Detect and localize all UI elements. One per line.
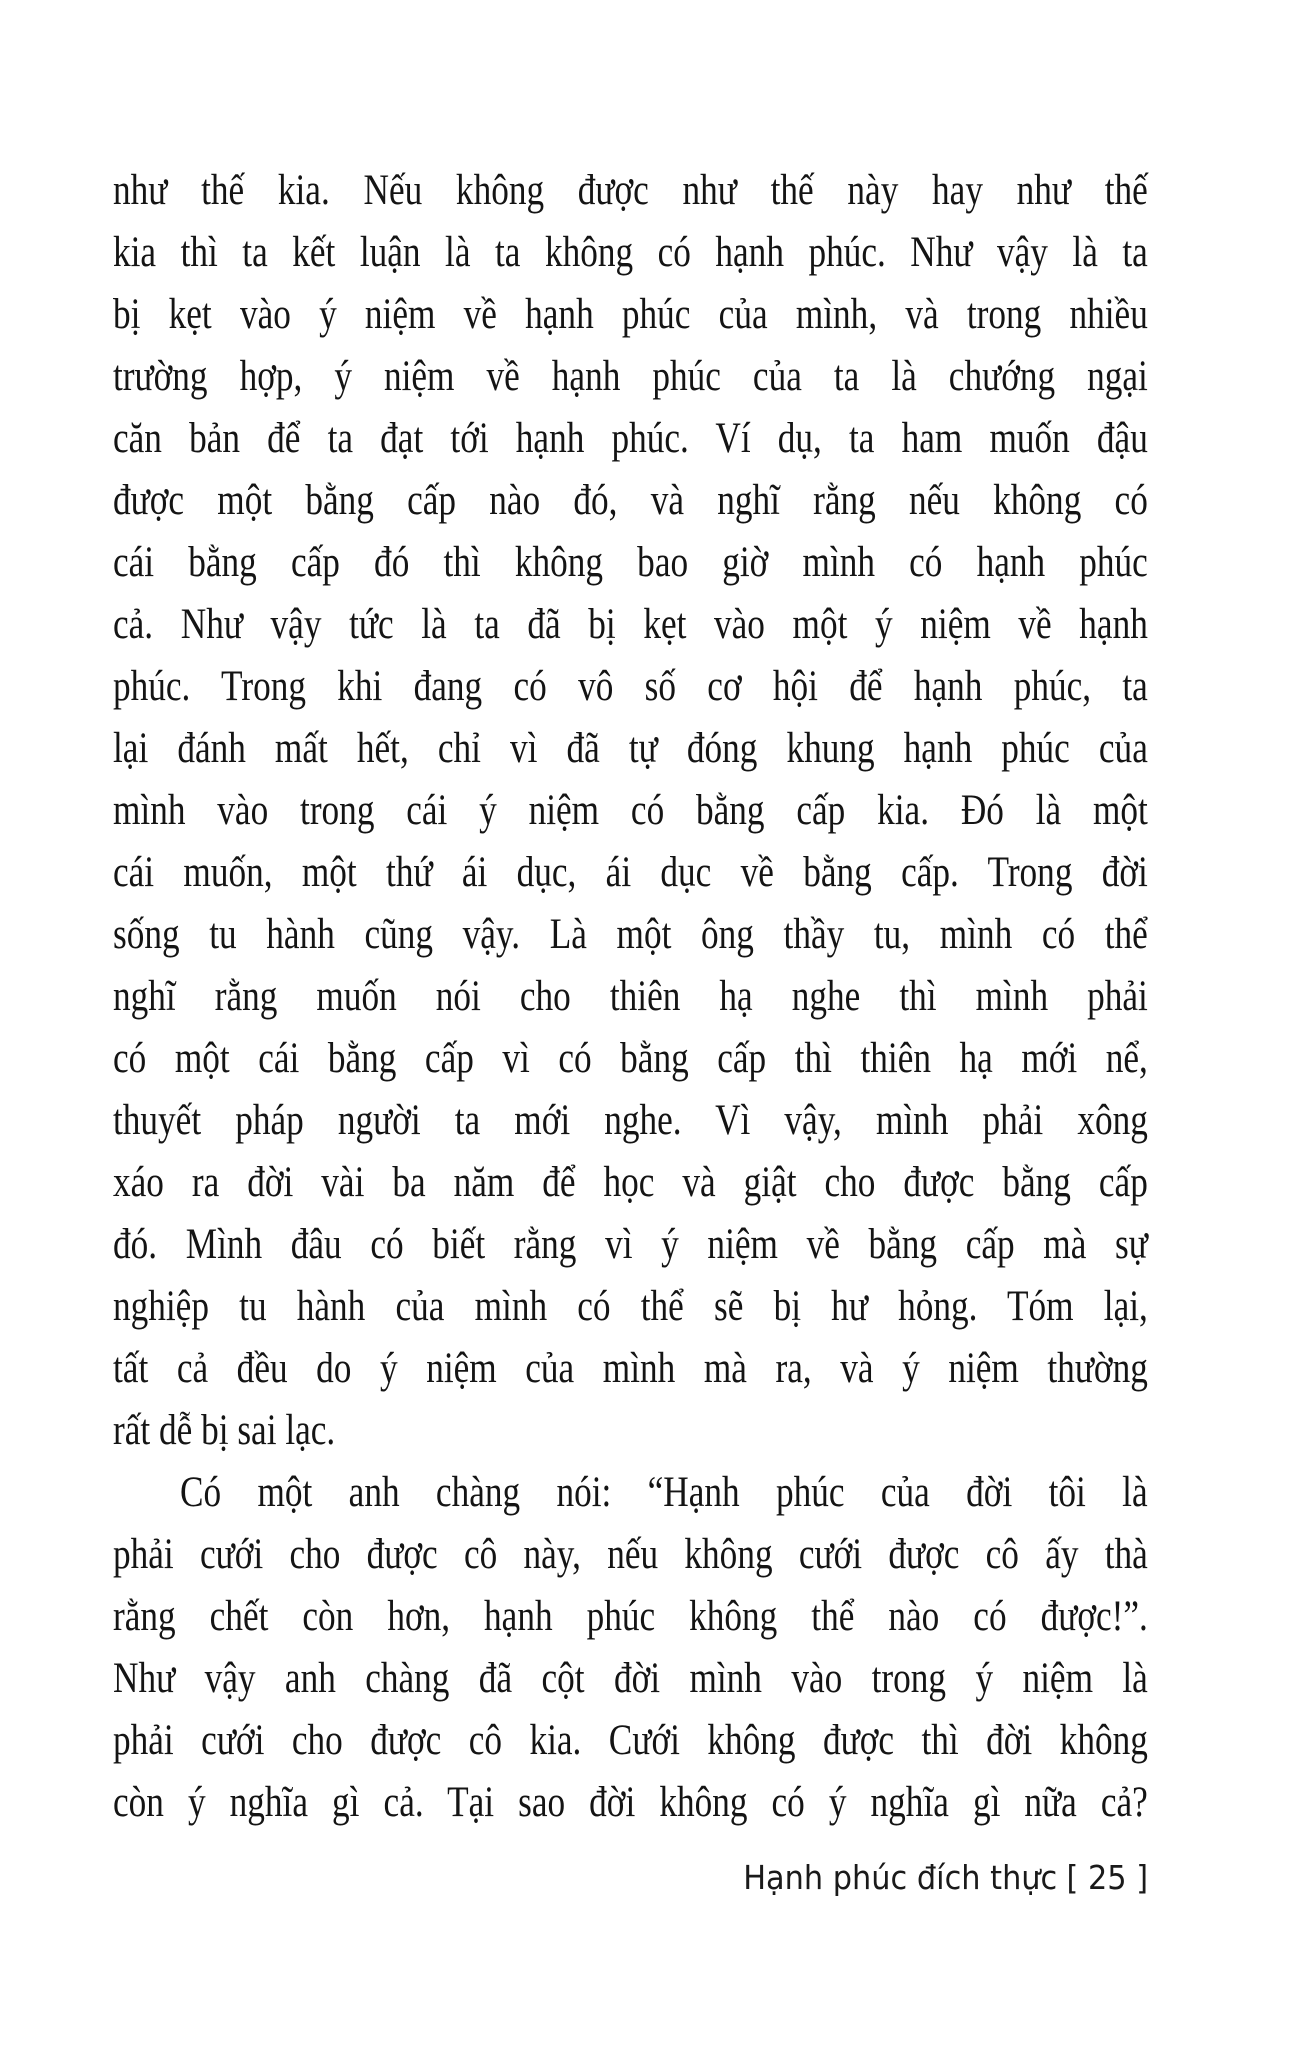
text-line: Như vậy anh chàng đã cột đời mình vào trong ý niệm là	[113, 1655, 1148, 1702]
text-line: căn bản để ta đạt tới hạnh phúc. Ví dụ, ta ham muốn đậu	[113, 415, 1148, 462]
text-line: xáo ra đời vài ba năm để học và giật cho được bằng cấp	[113, 1159, 1148, 1206]
text-line: sống tu hành cũng vậy. Là một ông thầy tu, mình có thể	[113, 911, 1148, 958]
text-line: trường hợp, ý niệm về hạnh phúc của ta là chướng ngại	[113, 353, 1148, 400]
text-line: phải cưới cho được cô này, nếu không cưới được cô ấy thà	[113, 1531, 1148, 1578]
text-line: như thế kia. Nếu không được như thế này hay như thế	[113, 167, 1148, 214]
text-line: đó. Mình đâu có biết rằng vì ý niệm về bằng cấp mà sự	[113, 1221, 1148, 1268]
text-line: có một cái bằng cấp vì có bằng cấp thì thiên hạ mới nể,	[113, 1035, 1148, 1082]
text-line: còn ý nghĩa gì cả. Tại sao đời không có ý nghĩa gì nữa cả?	[113, 1779, 1148, 1826]
text-line: nghĩ rằng muốn nói cho thiên hạ nghe thì mình phải	[113, 973, 1148, 1020]
text-line: tất cả đều do ý niệm của mình mà ra, và ý niệm thường	[113, 1345, 1148, 1392]
text-line: được một bằng cấp nào đó, và nghĩ rằng nếu không có	[113, 477, 1148, 524]
text-line: lại đánh mất hết, chỉ vì đã tự đóng khung hạnh phúc của	[113, 725, 1148, 772]
text-line: bị kẹt vào ý niệm về hạnh phúc của mình, và trong nhiều	[113, 291, 1148, 338]
page-footer	[743, 1856, 1148, 1900]
text-line: kia thì ta kết luận là ta không có hạnh phúc. Như vậy là ta	[113, 229, 1148, 276]
text-line: phải cưới cho được cô kia. Cưới không được thì đời không	[113, 1717, 1148, 1764]
text-line: Có một anh chàng nói: “Hạnh phúc của đời tôi là	[180, 1469, 1148, 1516]
text-line: phúc. Trong khi đang có vô số cơ hội để hạnh phúc, ta	[113, 663, 1148, 710]
text-line: nghiệp tu hành của mình có thể sẽ bị hư hỏng. Tóm lại,	[113, 1283, 1148, 1330]
text-line: cái bằng cấp đó thì không bao giờ mình có hạnh phúc	[113, 539, 1148, 586]
page-number: [ 25 ]	[1066, 1858, 1148, 1897]
text-line: mình vào trong cái ý niệm có bằng cấp kia. Đó là một	[113, 787, 1148, 834]
text-line: cả. Như vậy tức là ta đã bị kẹt vào một ý niệm về hạnh	[113, 601, 1148, 648]
running-title: Hạnh phúc đích thực	[743, 1858, 1058, 1897]
text-line: rất dễ bị sai lạc.	[113, 1407, 336, 1454]
text-line: cái muốn, một thứ ái dục, ái dục về bằng cấp. Trong đời	[113, 849, 1148, 896]
text-line: rằng chết còn hơn, hạnh phúc không thể nào có được!”.	[113, 1593, 1148, 1640]
text-line: thuyết pháp người ta mới nghe. Vì vậy, mình phải xông	[113, 1097, 1148, 1144]
